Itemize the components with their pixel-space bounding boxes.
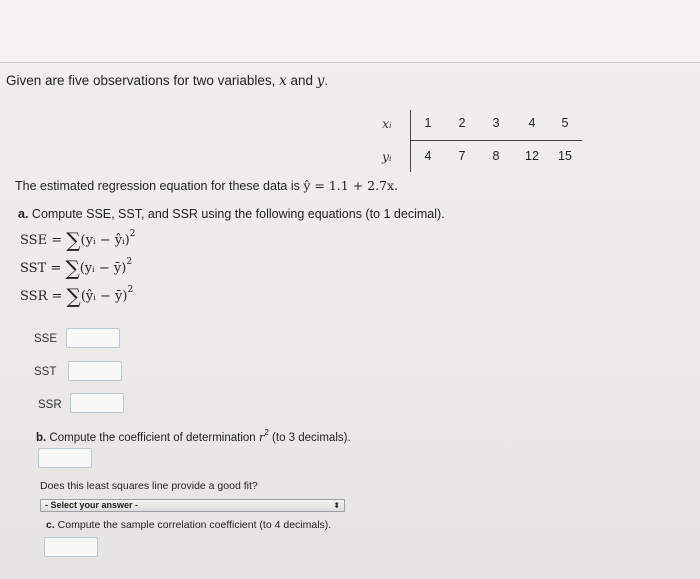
square-exponent: 2 <box>129 229 136 239</box>
table-horizontal-rule <box>410 140 582 141</box>
sse-label: SSE <box>34 333 58 345</box>
x-cell: 5 <box>561 116 569 130</box>
sst-input[interactable] <box>68 361 122 381</box>
ssr-formula: SSR = ∑(ŷᵢ − ȳ)$^2$ <box>20 284 134 308</box>
part-a-instruction <box>18 207 445 221</box>
select-arrow-icon: ⬍ <box>333 501 340 510</box>
part-b-instruction <box>36 428 351 444</box>
formula-lhs: SSR <box>20 289 48 304</box>
sse-input[interactable] <box>66 328 120 348</box>
r-squared-input[interactable] <box>38 448 92 468</box>
formula-rhs: (ŷᵢ − ȳ) <box>80 289 128 304</box>
square-exponent: 2 <box>127 285 134 295</box>
good-fit-select[interactable] <box>40 499 345 512</box>
y-cell: 12 <box>525 149 539 163</box>
r-squared-symbol: r <box>258 430 265 444</box>
square-exponent: 2 <box>126 257 133 267</box>
y-cell: 15 <box>558 149 572 163</box>
intro-and: and <box>286 73 317 88</box>
correlation-input[interactable] <box>44 537 98 557</box>
y-row-label: yᵢ <box>382 149 392 164</box>
top-band <box>0 0 700 62</box>
x-cell: 3 <box>492 116 500 130</box>
intro-text <box>6 73 328 89</box>
x-cell: 2 <box>458 116 466 130</box>
regression-statement <box>15 178 398 193</box>
part-c-label: c. <box>46 519 55 531</box>
part-b-suffix: (to 3 decimals). <box>268 432 351 444</box>
header-divider <box>0 62 700 63</box>
sst-formula: SST = ∑(yᵢ − ȳ)$^2$ <box>20 256 133 280</box>
part-a-label: a. <box>18 207 29 221</box>
sigma-symbol: ∑ <box>65 256 80 280</box>
part-c-text: Compute the sample correlation coefficient (to 4 decimals). <box>54 519 332 531</box>
ssr-label: SSR <box>38 399 62 411</box>
part-c-instruction <box>46 519 331 531</box>
y-cell: 7 <box>458 149 466 163</box>
formula-rhs: (yᵢ − ŷᵢ) <box>80 233 130 248</box>
square-exponent: 2 <box>264 428 269 437</box>
x-row-label: xᵢ <box>382 116 392 131</box>
x-cell: 4 <box>528 116 536 130</box>
part-a-text: Compute SSE, SST, and SSR using the following equations (to 1 decimal). <box>28 207 445 221</box>
regression-equation: ŷ = 1.1 + 2.7x. <box>303 178 399 193</box>
sigma-symbol: ∑ <box>66 284 81 308</box>
ssr-input[interactable] <box>70 393 124 413</box>
y-cell: 8 <box>492 149 500 163</box>
observation-table <box>378 110 582 172</box>
intro-suffix: . <box>324 73 329 88</box>
x-cell: 1 <box>424 116 432 130</box>
select-value: - Select your answer - <box>45 500 139 510</box>
part-b-text: Compute the coefficient of determination <box>46 432 259 444</box>
part-b-label: b. <box>36 432 47 444</box>
intro-prefix: Given are five observations for two variables, <box>6 73 280 88</box>
formula-lhs: SSE <box>20 233 48 248</box>
table-vertical-rule <box>410 110 411 172</box>
formula-rhs: (yᵢ − ȳ) <box>79 261 127 276</box>
sse-formula: SSE = ∑(yᵢ − ŷᵢ)$^2$ <box>20 228 136 252</box>
var-y: y <box>316 73 325 89</box>
sigma-symbol: ∑ <box>66 228 81 252</box>
var-x: x <box>279 73 287 89</box>
fit-question: Does this least squares line provide a good fit? <box>40 480 258 492</box>
regression-prefix: The estimated regression equation for these data is <box>15 179 304 193</box>
sst-label: SST <box>34 366 57 378</box>
y-cell: 4 <box>424 149 432 163</box>
formula-lhs: SST <box>20 261 47 276</box>
